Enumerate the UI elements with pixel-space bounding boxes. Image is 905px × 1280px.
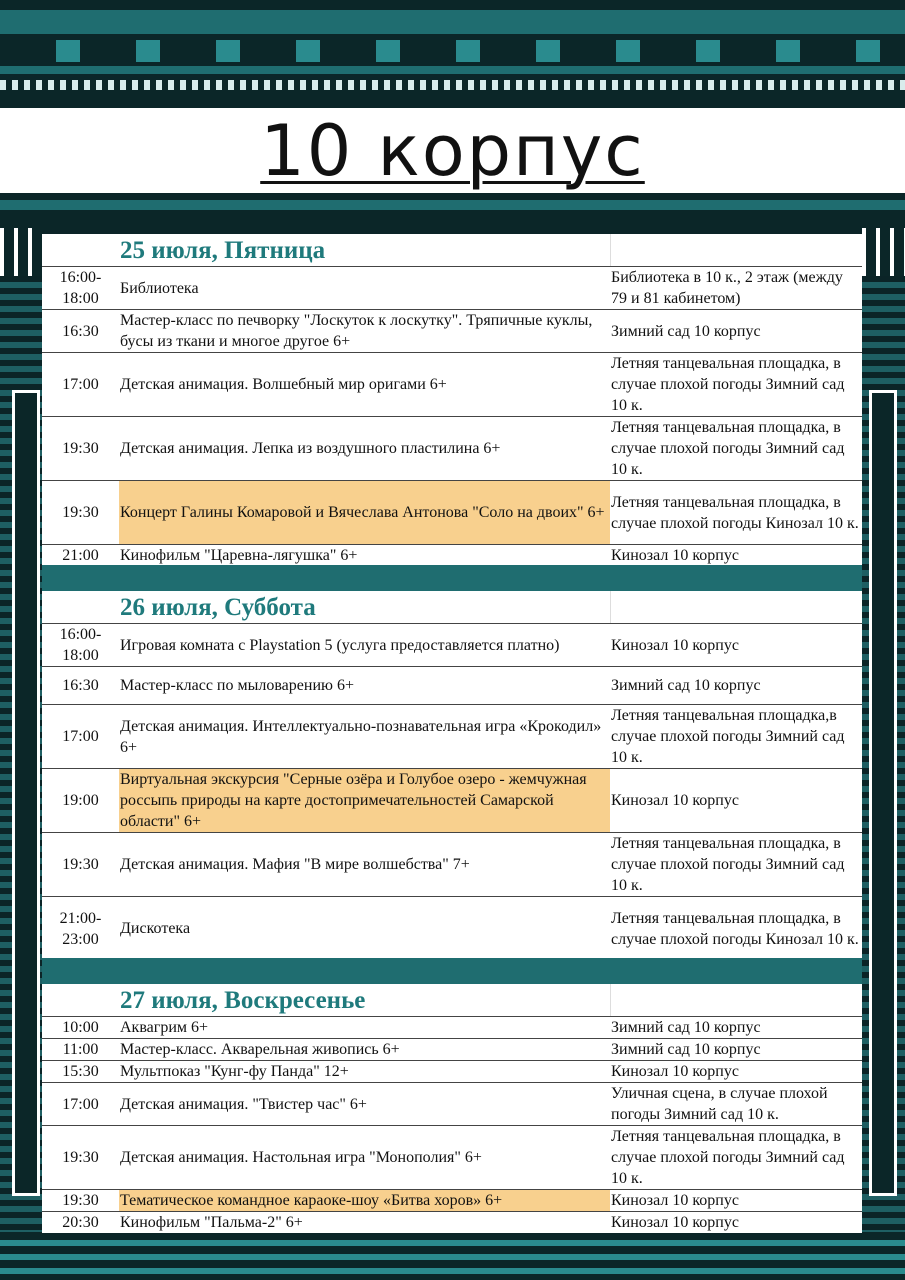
- time-start: 16:00-: [59, 626, 102, 643]
- event-time: [42, 1126, 119, 1189]
- time-start: 21:00: [62, 547, 99, 564]
- event-title: Мультпоказ "Кунг-фу Панда" 12+: [120, 1063, 349, 1080]
- event-time: [42, 1212, 119, 1233]
- header-stripe-thin: [0, 66, 905, 74]
- event-location: Зимний сад 10 корпус: [611, 1041, 761, 1058]
- event-location: Летняя танцевальная площадка, в случае плохой погоды Зимний сад 10 к.: [611, 835, 845, 894]
- event-location: Летняя танцевальная площадка, в случае плохой погоды Зимний сад 10 к.: [611, 419, 845, 478]
- time-start: 19:30: [62, 440, 99, 457]
- event-title: Мастер-класс по печворку "Лоскуток к лоскутку". Тряпичные куклы, бусы из ткани и многое другое 6+: [120, 312, 593, 350]
- schedule-row: [42, 624, 862, 667]
- event-title: Библиотека: [120, 279, 199, 297]
- page-title: 10 корпус: [260, 109, 645, 192]
- schedule-row: [42, 310, 862, 353]
- schedule-row: [42, 769, 862, 833]
- time-start: 20:30: [62, 1214, 99, 1231]
- event-location: Зимний сад 10 корпус: [611, 677, 761, 694]
- event-time: [42, 267, 119, 309]
- schedule-row: [42, 1190, 862, 1212]
- event-title: Мастер-класс. Акварельная живопись 6+: [120, 1041, 400, 1058]
- event-title: Концерт Галины Комаровой и Вячеслава Антонова "Соло на двоих" 6+: [119, 481, 610, 544]
- event-title: Детская анимация. Волшебный мир оригами 6+: [120, 376, 447, 393]
- time-start: 19:30: [62, 1192, 99, 1209]
- time-start: 19:30: [62, 856, 99, 873]
- event-title: Детская анимация. "Твистер час" 6+: [120, 1095, 367, 1113]
- event-location: Летняя танцевальная площадка,в случае плохой погоды Зимний сад 10 к.: [611, 707, 845, 766]
- ornament-right: [862, 228, 905, 276]
- time-start: 17:00: [62, 728, 99, 745]
- day-date: 25 июля, Пятница: [120, 237, 326, 264]
- day-block-2: [42, 591, 862, 960]
- schedule-row: [42, 417, 862, 481]
- day-date: 27 июля, Воскресенье: [120, 987, 366, 1014]
- schedule-row: [42, 481, 862, 545]
- event-location: Кинозал 10 корпус: [611, 792, 739, 809]
- event-location: Летняя танцевальная площадка, в случае плохой погоды Зимний сад 10 к.: [611, 355, 845, 414]
- schedule-row: [42, 1039, 862, 1061]
- time-start: 16:30: [62, 322, 99, 340]
- event-title: Мастер-класс по мыловарению 6+: [120, 677, 354, 694]
- event-time: [42, 1061, 119, 1082]
- header-stripe: [0, 10, 905, 34]
- event-time: [42, 1083, 119, 1125]
- day-date: 26 июля, Суббота: [120, 594, 316, 621]
- event-location: Библиотека в 10 к., 2 этаж (между 79 и 81 кабинетом): [611, 269, 843, 307]
- event-title: Тематическое командное караоке-шоу «Битва хоров» 6+: [119, 1190, 610, 1211]
- schedule-row: [42, 833, 862, 897]
- event-title: Детская анимация. Настольная игра "Монополия" 6+: [120, 1149, 482, 1166]
- event-title: Детская анимация. Интеллектуально-познавательная игра «Крокодил» 6+: [120, 717, 602, 756]
- schedule-row: [42, 705, 862, 769]
- schedule-row: [42, 1017, 862, 1039]
- event-location: Зимний сад 10 корпус: [611, 322, 761, 340]
- day-separator: [42, 565, 862, 591]
- time-start: 15:30: [62, 1063, 99, 1080]
- event-location: Кинозал 10 корпус: [611, 1214, 739, 1231]
- time-start: 21:00-: [59, 909, 102, 927]
- time-start: 16:00-: [59, 269, 102, 286]
- title-panel: [0, 105, 905, 196]
- event-time: [42, 1190, 119, 1211]
- footer-band: [0, 1232, 905, 1280]
- day-block-3: [42, 984, 862, 1233]
- ornament-left: [0, 228, 42, 276]
- event-title: Детская анимация. Мафия "В мире волшебства" 7+: [120, 856, 470, 873]
- schedule-row: [42, 667, 862, 705]
- event-location: Кинозал 10 корпус: [611, 1192, 739, 1209]
- day-block-1: [42, 234, 862, 566]
- day-header: [42, 591, 862, 624]
- event-title: Кинофильм "Царевна-лягушка" 6+: [120, 547, 358, 564]
- day-header: [42, 234, 862, 267]
- schedule-row: [42, 545, 862, 566]
- pillar-right: [869, 390, 897, 1196]
- film-strip-squares: [0, 40, 905, 62]
- event-location: Кинозал 10 корпус: [611, 547, 739, 564]
- event-location: Кинозал 10 корпус: [611, 1063, 739, 1080]
- event-location: Летняя танцевальная площадка, в случае плохой погоды Кинозал 10 к.: [611, 909, 859, 948]
- header-stripe-bottom: [0, 200, 905, 210]
- time-end: 18:00: [62, 647, 99, 664]
- time-start: 17:00: [62, 1095, 99, 1113]
- film-strip-dots: [0, 80, 905, 90]
- schedule-row: [42, 1212, 862, 1233]
- schedule-row: [42, 1126, 862, 1190]
- time-start: 19:30: [62, 504, 99, 521]
- event-time: [42, 1039, 119, 1060]
- schedule-row: [42, 897, 862, 960]
- event-location: Кинозал 10 корпус: [611, 636, 739, 654]
- event-time: [42, 353, 119, 416]
- event-time: [42, 624, 119, 666]
- time-start: 11:00: [62, 1041, 99, 1058]
- event-location: Летняя танцевальная площадка, в случае плохой погоды Кинозал 10 к.: [611, 493, 859, 532]
- event-location: Летняя танцевальная площадка, в случае плохой погоды Зимний сад 10 к.: [611, 1128, 845, 1187]
- day-separator: [42, 958, 862, 984]
- event-location: Уличная сцена, в случае плохой погоды Зимний сад 10 к.: [611, 1085, 828, 1123]
- event-time: [42, 833, 119, 896]
- pillar-left: [12, 390, 40, 1196]
- event-time: [42, 545, 119, 566]
- event-title: Дискотека: [120, 920, 191, 937]
- event-time: [42, 1017, 119, 1038]
- event-title: Кинофильм "Пальма-2" 6+: [120, 1214, 303, 1231]
- time-start: 19:00: [62, 792, 99, 809]
- time-start: 10:00: [62, 1019, 99, 1036]
- schedule-row: [42, 1061, 862, 1083]
- time-end: 18:00: [62, 290, 99, 307]
- time-start: 19:30: [62, 1149, 99, 1166]
- time-start: 16:30: [62, 677, 99, 694]
- event-location: Зимний сад 10 корпус: [611, 1019, 761, 1036]
- event-time: [42, 769, 119, 832]
- event-time: [42, 481, 119, 544]
- event-time: [42, 667, 119, 704]
- schedule-row: [42, 267, 862, 310]
- event-time: [42, 705, 119, 768]
- day-header: [42, 984, 862, 1017]
- time-start: 17:00: [62, 376, 99, 393]
- time-end: 23:00: [62, 930, 99, 948]
- schedule-row: [42, 1083, 862, 1126]
- event-title: Игровая комната с Playstation 5 (услуга предоставляется платно): [120, 636, 560, 654]
- event-time: [42, 417, 119, 480]
- event-time: [42, 897, 119, 960]
- event-title: Аквагрим 6+: [120, 1019, 209, 1036]
- event-title: Виртуальная экскурсия "Серные озёра и Голубое озеро - жемчужная россыпь природы на карте достопримечательностей Самарской области" 6+: [119, 769, 610, 832]
- event-title: Детская анимация. Лепка из воздушного пластилина 6+: [120, 440, 501, 457]
- schedule-row: [42, 353, 862, 417]
- event-time: [42, 310, 119, 352]
